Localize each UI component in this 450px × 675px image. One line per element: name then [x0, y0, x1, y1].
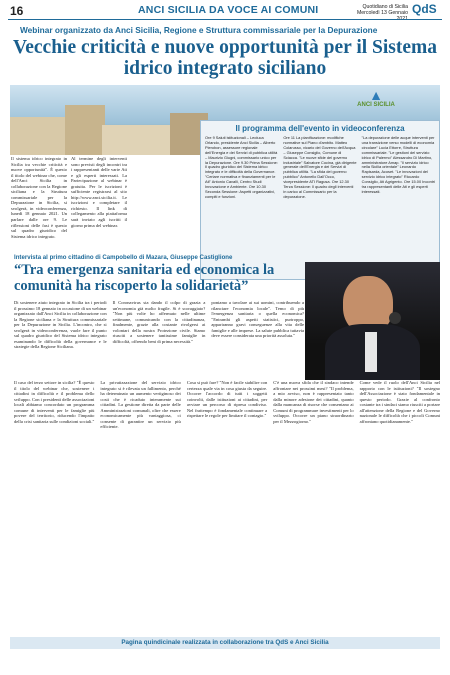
article1-col-2: Al termine degli interventi sono previsti degli incontri tra i rappresentanti delle varie Ati e gli esperti interessati. La Partecipazione al webinar è gratuita. Per le iscrizioni è sufficiente registrarsi al sito http://www.anci.sicilia.it. Le iscrizioni e completare il richiesto. Il link di collegamento alla piattaforma sarà inviato agli iscritti il giorno prima del webinar.	[71, 156, 127, 228]
mayor-shirt	[365, 332, 377, 372]
program-col-2: Ore 11 La pianificazione: modifiche normative sul Piano d'ambito. Matteo Colarusso, vicario del Governo dell'Acqua – Giuseppe Consiglio, Comune di Sciacca. "Le nuove sfide del governo industriale" Salvatore Cocina, già dirigente generale dell'Energia e dei Servizi di pubblica utilità. "La sfida del governo pubblico" Antonello Dall'Occo, vicepresidente ATI Ragusa. Ore 12.30 Terza Sessione: Il quadro degli interventi in carico al Commissario per la depurazione.	[283, 135, 357, 199]
article2-bottom-col-2: La privatizzazione del servizio idrico integrato si è rilevata un fallimento, perché ha determinato un aumento vertiginoso dei costi che è ricaduto interamente sui cittadini. La gestione diretta da parte delle Amministrazioni comunali, oltre che essere economicamente più vantaggiosa, ci consente di garantire un servizio più efficiente.	[100, 380, 181, 430]
article2-bottom-col-4: C'è una nuova sfida che il sindaco intende affrontare nei prossimi mesi? "Il problema, a mio avviso, non è rappresentato tanto dalla minore adesione dei cittadini, quanto dalla mancanza di risorse che consentano ai Comuni di programmare investimenti per lo sviluppo. Occorre un piano straordinario per il Mezzogiorno."	[273, 380, 354, 424]
article2-headline: “Tra emergenza sanitaria ed economica la comunità ha riscoperto la solidarietà”	[14, 262, 275, 294]
article2-bottom-col-5: Come vede il ruolo dell'Anci Sicilia nel rapporto con le istituzioni? "Il sostegno dell'Associazione è stato fondamentale in questo periodo. Grazie al confronto costante tra i sindaci siamo riusciti a portare all'attenzione della Regione e del Governo nazionale le difficoltà che i piccoli Comuni affrontano quotidianamente."	[359, 380, 441, 424]
logo-mark-icon: ▲	[369, 87, 383, 103]
article2-top-col-1: Di sostenere aiuto integrato in Sicilia tra i periodi il prossimo 18 gennaio in occasione di un webinar organizzato dall'Anci Sicilia in collaborazione con la Regione siciliana e la Struttura commissariale per la Depurazione in Sicilia. L'incontro, che si svolgerà in videoconferenza, vuole fare il punto sul quadro giuridico del Sistema idrico integrato esaminando le difficoltà della governance e le strategie della Regione Siciliana.	[14, 300, 107, 350]
header-rule	[8, 19, 442, 20]
anci-sicilia-logo-text: ANCI SICILIA	[357, 102, 395, 108]
article1-col-1: Il sistema idrico integrato in Sicilia tra vecchie criticità e nuove opportunità". È questo il titolo del webinar che, come dell'Anci Sicilia in collaborazione con la Regione siciliana e la Struttura commissariale per la Depurazione in Sicilia, si svolgerà, in videoconferenza, lunedì 18 gennaio 2021. Un parlare dalle ore 9. Le riflessioni delle fasi è questo sul quadro giuridico del Sistema idrico integrato.	[11, 156, 67, 239]
article1-headline: Vecchie criticità e nuove opportunità per il Sistema idrico integrato siciliano	[12, 37, 438, 79]
page-number: 16	[10, 4, 24, 18]
program-col-1: Ore 9 Saluti istituzionali – Leoluca Orlando, presidente Anci Sicilia – Alberto Pierobon, assessore regionale dell'Energia e dei Servizi di pubblica utilità – Maurizio Giugni, commissario unico per la Depurazione. Ore 9.30 Prima Sessione: Il quadro giuridico del Sistema idrico integrato e le difficoltà della Governance. "Ceriare normativa e finanziamenti per le Ati" Antonio Cavalli, Centro Studi Innovazione e Ambiente. Ore 10.30 Seconda Sessione: Aspetti organizzativi, compiti e funzioni.	[205, 135, 278, 199]
paper-date: Mercoledì 13 Gennaio	[356, 10, 408, 16]
mayor-photo	[305, 262, 440, 380]
program-title: Il programma dell'evento in videoconferenza	[235, 124, 405, 133]
article2-bottom-col-1: Il caso del terzo settore in sicilia? "È questo il titolo del webinar che, sostenere i cittadini in difficoltà e il problema dello sviluppo. Con i presidenti delle associazioni locali abbiamo concordato un programma comune di interventi per le famiglie più povere del territorio, riducendo l'impatto della crisi sanitaria sulle condizioni sociali."	[14, 380, 95, 424]
program-col-3: "La depurazione delle acque interventi per una transizione verso modelli di economia circolare" Lucia Ettorre, Struttura commissariale. "Le gestioni del servizio idrico di Palermo" Alessandro Di Martino, amministratore Amap. "Il servizio idrico nella Sicilia orientale" Leonardo Rapisarda, Acoset. "Le innovazioni del servizio idrico integrato" Riccardo Consiglio, Ati Agrigento. Ore 15.00 Incontri tra rappresentanti delle Ati e gli esperti interessati.	[361, 135, 435, 194]
page-footer: Pagina quindicinale realizzata in collaborazione tra QdS e Anci Sicilia	[10, 637, 440, 649]
article2-bottom-col-3: Cosa si può fare? "Non è facile stabilire con certezza quale via in cosa giusta da seguire. Occorre l'accordo di tutti i soggetti coinvolti, dalle istituzioni ai cittadini, per avviare un percorso di ripresa condiviso. Nel frattempo è fondamentale continuare a rispettare le regole per limitare il contagio."	[186, 380, 268, 419]
qds-logo: QdS	[412, 2, 437, 16]
microphone-icon	[389, 312, 401, 324]
paper-name: Quotidiano di Sicilia	[362, 4, 408, 10]
section-title: ANCI SICILIA DA VOCE AI COMUNI	[138, 4, 319, 16]
article2-top-col-3: poniamo a tavolare ai sui uomini, contribuendo a rilanciare l'economia locale". Temo di più l'emergenza sanitaria o quella economica? "Entrambi gli aspetti statistici, purtroppo, appariranno gravi conseguenze alla vita delle famiglie e alle imprese. La salute pubblica tuttavia deve essere considerata una priorità assoluta."	[211, 300, 305, 339]
article1-kicker: Webinar organizzato da Anci Sicilia, Regione e Struttura commissariale per la Depurazione	[20, 25, 378, 35]
article2-top-col-2: Il Coronavirus sta dando il colpo di grazia a un'economia già molto fragile. Si è scoraggiato? "Non più volte ho affermato nelle ultime settimane, comunicando con la cittadinanza, finalmente, grazie alla costante rivolgersi ai volontari della nostra Protezione civile. Siamo riusciti a sostenere tantissime famiglie in difficoltà, offrendo beni di prima necessità."	[112, 300, 206, 344]
article2-kicker: Intervista al primo cittadino di Campobello di Mazara, Giuseppe Castiglione	[14, 254, 233, 261]
